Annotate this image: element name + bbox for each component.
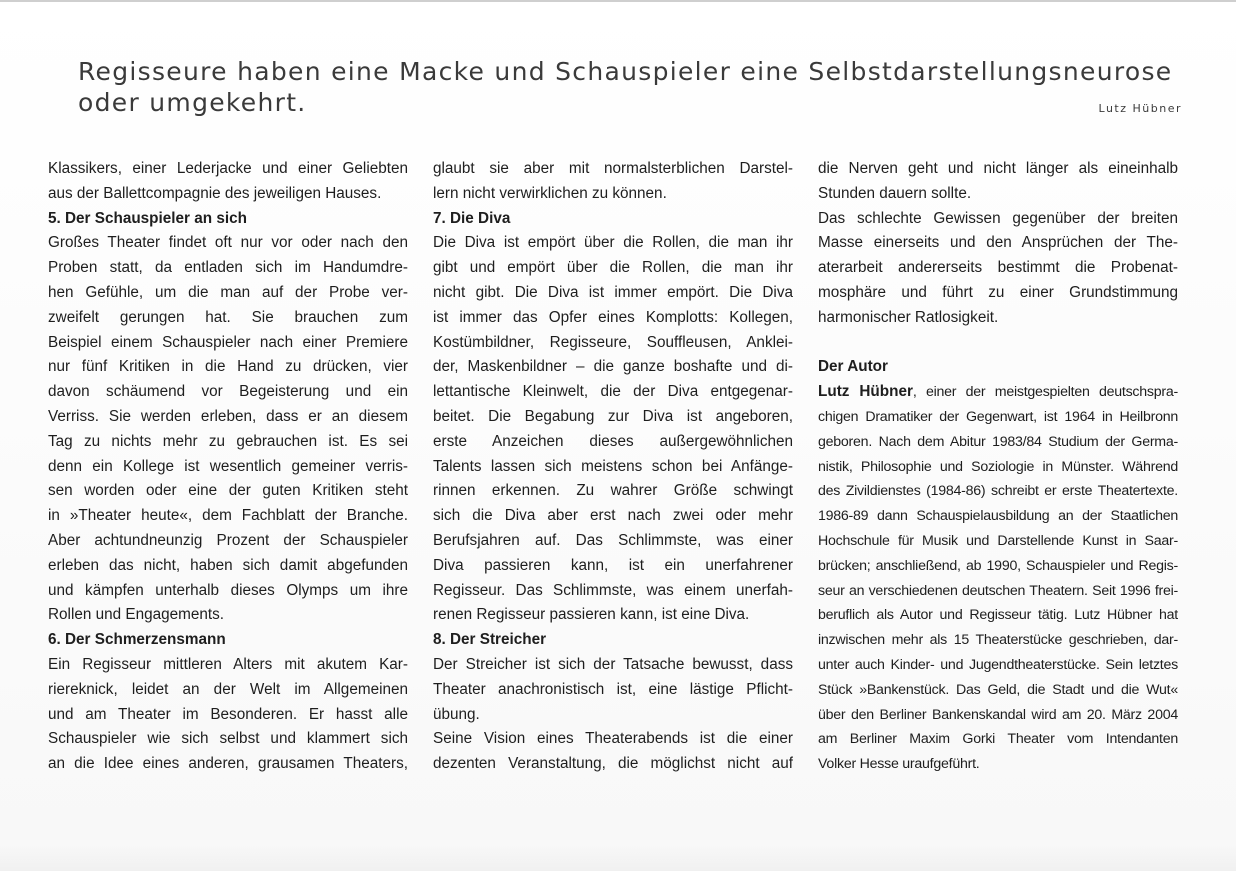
text-line: Hochschule für Musik und Darstellende Kunst in Saar- [818,532,1178,549]
text-line: Aber achtundneunzig Prozent der Schauspieler [48,531,408,549]
text-line: erleben das nicht, haben sich damit abgefunden [48,556,408,574]
text-line: Verriss. Sie werden erleben, dass er an diesem [48,407,408,425]
author-byline: Lutz Hübner [1098,102,1182,115]
text-line: chigen Dramatiker der Gegenwart, ist 1964 in Heilbronn [818,408,1178,425]
author-first-line-rest: , einer der meistgespielten deutschspra- [912,384,1178,401]
text-line: inzwischen mehr als 15 Theaterstücke geschrieben, dar- [818,632,1178,649]
page-bottom-shade [0,843,1236,871]
text-line: geboren. Nach dem Abitur 1983/84 Studium der Germa- [818,433,1178,450]
text-line: harmonischer Ratlosigkeit. [818,308,999,326]
text-column-2 [433,157,793,777]
text-line: und am Theater im Besonderen. Er hasst alle [48,705,408,723]
text-line: unter auch Kinder- und Jugendtheaterstücke. Sein letztes [818,656,1178,673]
text-line: Schauspieler wie sich selbst und klammert sich [48,730,408,748]
section-heading-5: 5. Der Schauspieler an sich [48,209,247,227]
text-column-1 [48,157,408,777]
text-line: sen worden oder eine der guten Kritiken steht [48,482,408,500]
page-title [78,56,1173,118]
text-line: Tag zu nichts mehr zu gebrauchen ist. Es sei [48,432,408,450]
text-line: zweifelt gerungen hat. Sie brauchen zum [48,308,408,326]
text-line: übung. [433,705,480,723]
text-line: nur fünf Kritiken in die Hand zu drücken, vier [48,358,408,376]
text-line: Seine Vision eines Theaterabends ist die einer [433,730,793,748]
text-line: Proben statt, da entladen sich im Handumdre- [48,259,408,277]
text-line: Ein Regisseur mittleren Alters mit akutem Kar- [48,655,408,673]
text-line: an die Idee eines anderen, grausamen Theaters, [48,755,408,773]
section-heading-6: 6. Der Schmerzensmann [48,631,226,649]
text-line: nicht gibt. Die Diva ist immer empört. Die Diva [433,283,793,301]
text-line: erste Anzeichen dieses außergewöhnlichen [433,432,793,450]
text-line: des Zivildienstes (1984-86) schreibt er erste Theatertexte. [818,483,1178,500]
text-line: Theater anachronistisch ist, eine lästige Pflicht- [433,680,793,698]
text-line: Der Streicher ist sich der Tatsache bewusst, dass [433,655,793,673]
text-line: Stück »Bankenstück. Das Geld, die Stadt und die Wut« [818,681,1178,698]
author-section-heading: Der Autor [818,358,888,376]
text-line: aterarbeit andererseits bestimmt die Probenat- [818,259,1178,277]
section-heading-7: 7. Die Diva [433,209,511,227]
text-line: Masse einerseits und den Ansprüchen der The- [818,234,1178,252]
text-line: nistik, Philosophie und Soziologie in Münster. Während [818,458,1178,475]
text-line: Stunden dauern sollte. [818,184,972,202]
text-line: 1986-89 dann Schauspielausbildung an der Staatlichen [818,508,1178,525]
text-line: über den Berliner Bankenskandal wird am 20. März 2004 [818,706,1178,723]
paragraph-gap [818,331,1178,356]
author-biography [818,380,1178,777]
text-line: seur an verschiedenen deutschen Theatern. Seit 1996 frei- [818,582,1178,599]
text-line: Berufsjahren auf. Das Schlimmste, was einer [433,531,793,549]
text-column-3 [818,157,1178,777]
author-name-bold: Lutz Hübner [818,383,913,401]
title-line-1: Regisseure haben eine Macke und Schauspieler eine Selbstdarstellungsneurose [78,57,1173,86]
text-line: davon schäumend vor Begeisterung und ein [48,383,408,401]
text-line: Die Diva ist empört über die Rollen, die man ihr [433,234,793,252]
text-line: Beispiel einem Schauspieler nach einer Premiere [48,333,408,351]
text-line: aus der Ballettcompagnie des jeweiligen Hauses. [48,184,382,202]
text-line: beruflich als Autor und Regisseur tätig. Lutz Hübner hat [818,607,1178,624]
text-line: in »Theater heute«, dem Fachblatt der Branche. [48,507,408,525]
author-first-line [818,380,1178,405]
text-line: lettantische Kleinwelt, die der Diva entgegenar- [433,383,793,401]
text-line: renen Regisseur passieren kann, ist eine Diva. [433,606,750,624]
text-line: Das schlechte Gewissen gegenüber der breiten [818,209,1178,227]
text-line: Kostümbildner, Regisseure, Souffleusen, Anklei- [433,333,793,351]
text-line: Volker Hesse uraufgeführt. [818,756,980,773]
text-line: Regisseur. Das Schlimmste, was einem unerfah- [433,581,793,599]
text-line: denn ein Kollege ist wesentlich gemeiner verris- [48,457,408,475]
text-line: rinnen erkennen. Zu wahrer Größe schwingt [433,482,793,500]
text-line: gibt und empört über die Rollen, die man ihr [433,259,793,277]
text-line: Talents lassen sich meistens schon bei Anfänge- [433,457,793,475]
text-line: und kämpfen unterhalb dieses Olymps um ihre [48,581,408,599]
text-line: Rollen und Engagements. [48,606,225,624]
top-rule [0,0,1236,2]
text-line: hen Gefühle, um die man auf der Probe ver- [48,283,408,301]
text-line: Diva passieren kann, ist ein unerfahrener [433,556,793,574]
section-heading-8: 8. Der Streicher [433,631,547,649]
text-line: dezenten Veranstaltung, die möglichst nicht auf [433,755,793,773]
text-line: Großes Theater findet oft nur vor oder nach den [48,234,408,252]
text-line: riereknick, leidet an der Welt im Allgemeinen [48,680,408,698]
title-line-2: oder umgekehrt. [78,88,307,117]
text-line: der, Maskenbildner – die ganze boshafte und di- [433,358,793,376]
text-line: mosphäre und führt zu einer Grundstimmung [818,283,1178,301]
text-line: die Nerven geht und nicht länger als eineinhalb [818,160,1178,177]
text-line: beitet. Die Begabung zur Diva ist angeboren, [433,407,793,425]
text-line: lern nicht verwirklichen zu können. [433,184,667,202]
text-line: brücken; anschließend, ab 1990, Schauspieler und Regis- [818,557,1178,574]
text-line: Klassikers, einer Lederjacke und einer Geliebten [48,160,408,177]
text-line: am Berliner Maxim Gorki Theater vom Intendanten [818,731,1178,748]
text-line: sich die Diva aber erst nach zwei oder mehr [433,507,793,525]
text-line: ist immer das Opfer eines Komplotts: Kollegen, [433,308,793,326]
text-line: glaubt sie aber mit normalsterblichen Darstel- [433,160,793,177]
